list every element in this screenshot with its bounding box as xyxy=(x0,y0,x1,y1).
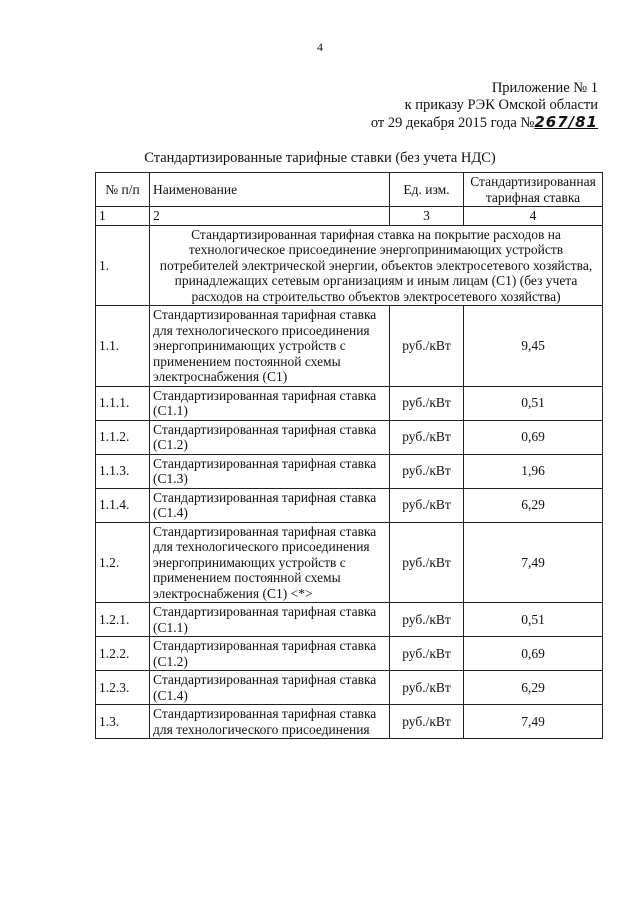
row-unit: руб./кВт xyxy=(390,386,464,420)
row-name: Стандартизированная тарифная ставка (С1.4) xyxy=(150,488,390,522)
section-num: 1. xyxy=(96,225,150,306)
table-row xyxy=(96,522,603,603)
header-row xyxy=(96,173,603,207)
row-num: 1.1.4. xyxy=(96,488,150,522)
section-text: Стандартизированная тарифная ставка на покрытие расходов на технологическое присоединение энергопринимающих устройств потребителей электрической энергии, объектов электросетевого хозяйства, принадлежащих сетевым организациям и иным лицам (С1) (без учета расходов на строительство объектов электросетевого хозяйства) xyxy=(150,225,603,306)
index-cell: 2 xyxy=(150,207,390,226)
table-row xyxy=(96,386,603,420)
row-num: 1.1.3. xyxy=(96,454,150,488)
row-value: 9,45 xyxy=(464,306,603,387)
row-value: 1,96 xyxy=(464,454,603,488)
row-value: 7,49 xyxy=(464,705,603,739)
row-value: 0,51 xyxy=(464,603,603,637)
table-row xyxy=(96,637,603,671)
table-row xyxy=(96,488,603,522)
row-unit: руб./кВт xyxy=(390,705,464,739)
handwritten-order-number: 267/81 xyxy=(534,113,598,131)
row-num: 1.1.2. xyxy=(96,420,150,454)
row-unit: руб./кВт xyxy=(390,420,464,454)
table-body xyxy=(96,306,603,739)
row-num: 1.2.1. xyxy=(96,603,150,637)
index-cell: 4 xyxy=(464,207,603,226)
row-unit: руб./кВт xyxy=(390,522,464,603)
header-num: № п/п xyxy=(96,173,150,207)
table-row xyxy=(96,671,603,705)
appendix-date-text: от 29 декабря 2015 года № xyxy=(370,115,535,131)
appendix-order: к приказу РЭК Омской области xyxy=(404,97,598,113)
row-num: 1.1. xyxy=(96,306,150,387)
index-cell: 3 xyxy=(390,207,464,226)
index-row xyxy=(96,207,603,226)
row-unit: руб./кВт xyxy=(390,671,464,705)
row-num: 1.2. xyxy=(96,522,150,603)
appendix-title: Приложение № 1 xyxy=(491,80,598,96)
appendix-date xyxy=(371,114,598,132)
row-value: 0,69 xyxy=(464,637,603,671)
row-num: 1.2.2. xyxy=(96,637,150,671)
page-number: 4 xyxy=(317,40,323,54)
row-name: Стандартизированная тарифная ставка для технологического присоединения xyxy=(150,705,390,739)
row-value: 7,49 xyxy=(464,522,603,603)
header-name: Наименование xyxy=(150,173,390,207)
tariff-table xyxy=(95,172,603,739)
row-unit: руб./кВт xyxy=(390,488,464,522)
document-title: Стандартизированные тарифные ставки (без учета НДС) xyxy=(144,150,496,166)
table-row xyxy=(96,454,603,488)
row-num: 1.3. xyxy=(96,705,150,739)
row-num: 1.1.1. xyxy=(96,386,150,420)
table-row xyxy=(96,705,603,739)
row-name: Стандартизированная тарифная ставка (С1.1) xyxy=(150,386,390,420)
row-value: 6,29 xyxy=(464,488,603,522)
row-name: Стандартизированная тарифная ставка для технологического присоединения энергопринимающих устройств с применением постоянной схемы электроснабжения (С1) xyxy=(150,306,390,387)
table-row xyxy=(96,420,603,454)
row-name: Стандартизированная тарифная ставка для технологического присоединения энергопринимающих устройств с применением постоянной схемы электроснабжения (С1) <*> xyxy=(150,522,390,603)
header-value: Стандартизированная тарифная ставка xyxy=(464,173,603,207)
row-unit: руб./кВт xyxy=(390,454,464,488)
appendix-header xyxy=(371,80,598,132)
row-name: Стандартизированная тарифная ставка (С1.1) xyxy=(150,603,390,637)
row-name: Стандартизированная тарифная ставка (С1.2) xyxy=(150,420,390,454)
row-value: 0,69 xyxy=(464,420,603,454)
row-name: Стандартизированная тарифная ставка (С1.4) xyxy=(150,671,390,705)
index-cell: 1 xyxy=(96,207,150,226)
row-num: 1.2.3. xyxy=(96,671,150,705)
row-value: 6,29 xyxy=(464,671,603,705)
row-unit: руб./кВт xyxy=(390,603,464,637)
section-row xyxy=(96,225,603,306)
header-unit: Ед. изм. xyxy=(390,173,464,207)
row-unit: руб./кВт xyxy=(390,306,464,387)
row-unit: руб./кВт xyxy=(390,637,464,671)
row-name: Стандартизированная тарифная ставка (С1.3) xyxy=(150,454,390,488)
table-row xyxy=(96,603,603,637)
row-value: 0,51 xyxy=(464,386,603,420)
table-row xyxy=(96,306,603,387)
row-name: Стандартизированная тарифная ставка (С1.2) xyxy=(150,637,390,671)
